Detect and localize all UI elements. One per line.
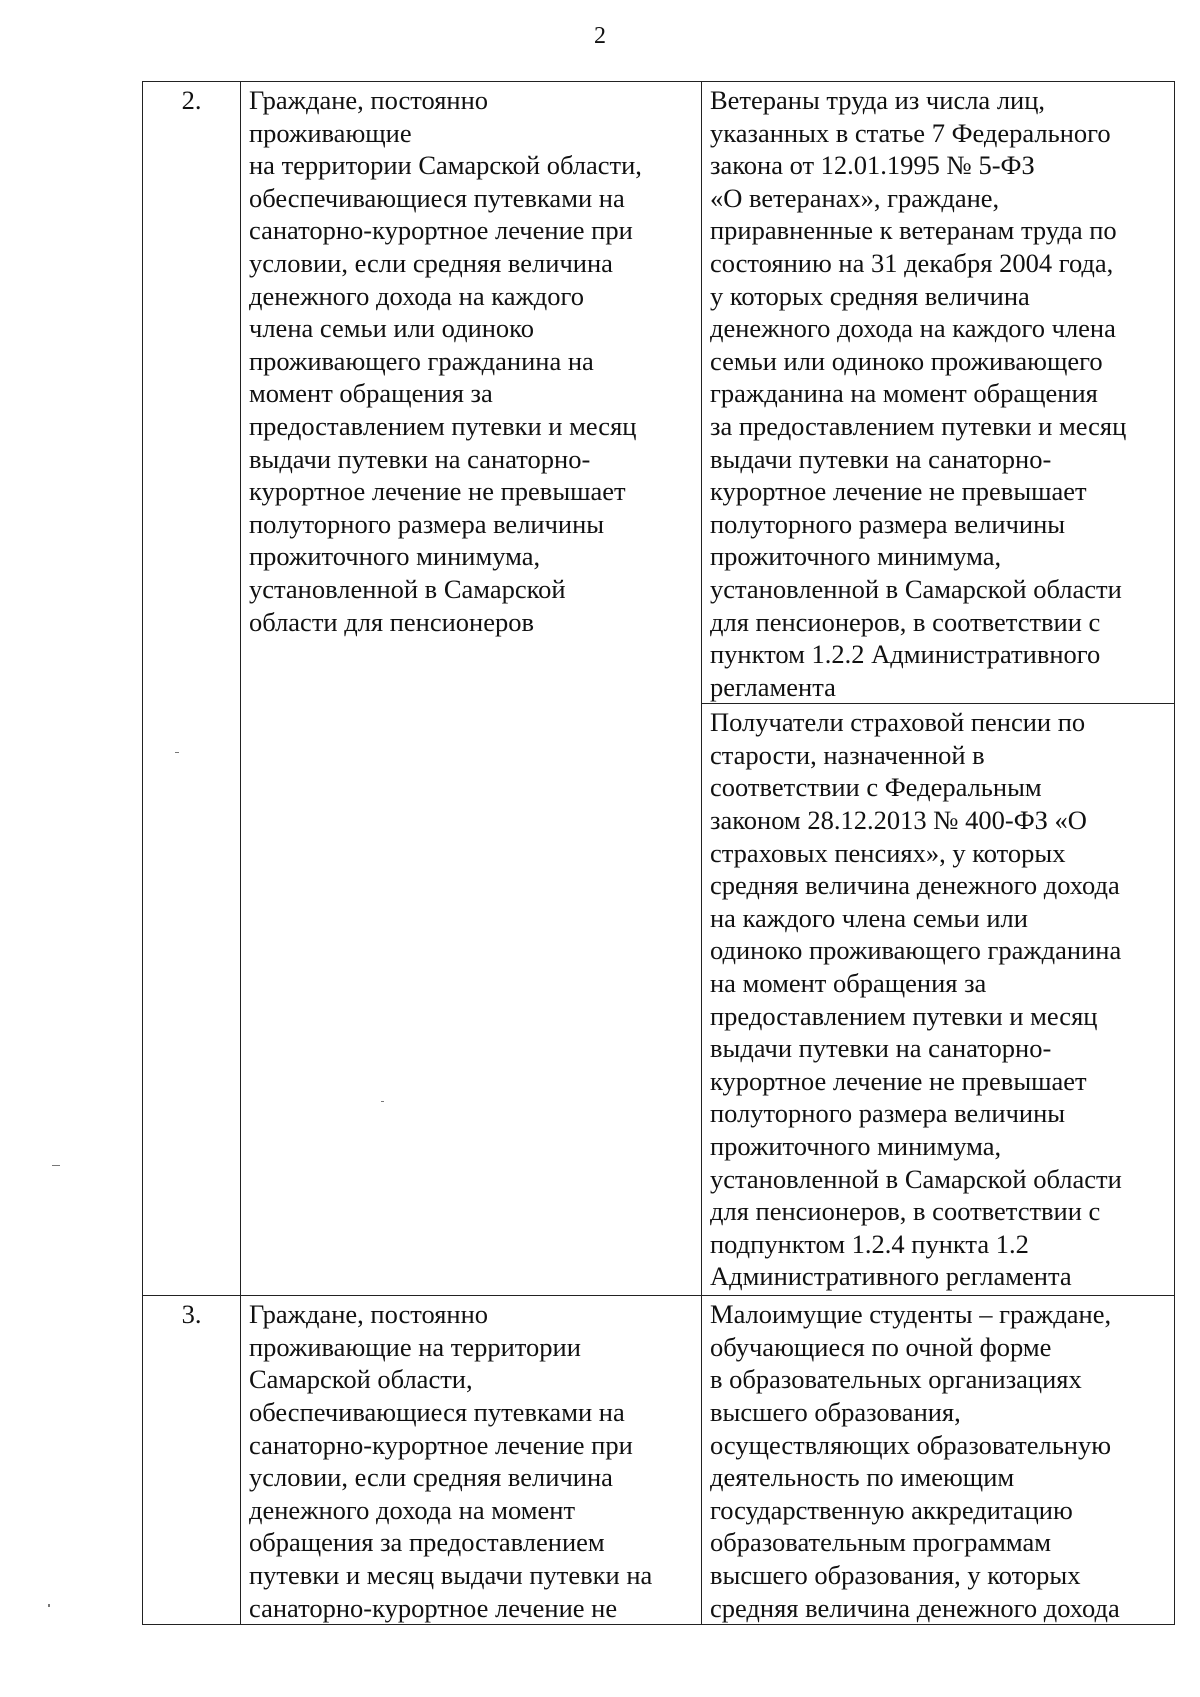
category-text [710,706,1166,1293]
text-line: денежного дохода на каждого [249,280,584,311]
row-number: 3. [181,1299,202,1330]
text-line: на каждого члена семьи или [710,902,1028,933]
text-line: Получатели страховой пенсии по [710,707,1086,738]
text-line: проживающие на территории [249,1331,581,1362]
text-line: Малоимущие студенты – граждане, [710,1299,1112,1330]
table-row [143,1296,1175,1625]
text-line: санаторно-курортное лечение при [249,215,633,246]
text-line: обеспечивающиеся путевками на [249,1397,625,1428]
text-line: законом 28.12.2013 № 400-ФЗ «О [710,805,1087,836]
scan-speck [175,752,179,753]
text-line: Административного регламента [710,1261,1072,1292]
text-line: полуторного размера величины [710,508,1066,539]
text-line: санаторно-курортное лечение при [249,1429,633,1460]
text-line: образовательным программам [710,1527,1052,1558]
text-line: осуществляющих образовательную [710,1429,1112,1460]
text-line: «О ветеранах», граждане, [710,182,1000,213]
text-line: указанных в статье 7 Федерального [710,117,1111,148]
scan-speck [381,1101,384,1102]
category-cell [702,82,1175,704]
text-line: высшего образования, у которых [710,1560,1081,1591]
category-text [710,1298,1166,1624]
text-line: прожиточного минимума, [249,541,541,572]
text-line: для пенсионеров, в соответствии с [710,1196,1101,1227]
text-line: страховых пенсиях», у которых [710,837,1066,868]
text-line: на момент обращения за [710,968,987,999]
text-line: обучающиеся по очной форме [710,1331,1052,1362]
text-line: денежного дохода на каждого члена [710,313,1116,344]
text-line: приравненные к ветеранам труда по [710,215,1117,246]
text-line: полуторного размера величины [249,508,605,539]
text-line: проживающие [249,117,412,148]
text-line: курортное лечение не превышает [710,1065,1087,1096]
text-line: старости, назначенной в [710,739,985,770]
text-line: за предоставлением путевки и месяц [710,410,1127,441]
scan-speck [48,1604,50,1607]
text-line: для пенсионеров, в соответствии с [710,606,1101,637]
text-line: путевки и месяц выдачи путевки на [249,1560,653,1591]
text-line: курортное лечение не превышает [249,476,626,507]
text-line: Самарской области, [249,1364,473,1395]
text-line: обеспечивающиеся путевками на [249,182,625,213]
text-line: предоставлением путевки и месяц [249,410,637,441]
text-line: условии, если средняя величина [249,247,613,278]
text-line: прожиточного минимума, [710,541,1002,572]
row-number-cell [143,82,241,1296]
scan-speck [52,1165,60,1166]
text-line: предоставлением путевки и месяц [710,1000,1098,1031]
text-line: Ветераны труда из числа лиц, [710,85,1046,115]
text-line: Граждане, постоянно [249,1299,489,1330]
text-line: санаторно-курортное лечение не [249,1592,618,1623]
text-line: установленной в Самарской области [710,1163,1122,1194]
text-line: обращения за предоставлением [249,1527,605,1558]
text-line: Граждане, постоянно [249,85,489,115]
benefit-categories-table [142,81,1175,1625]
recipient-description [249,1298,693,1624]
text-line: выдачи путевки на санаторно- [249,443,591,474]
text-line: на территории Самарской области, [249,150,642,181]
text-line: пунктом 1.2.2 Административного [710,639,1101,670]
text-line: проживающего гражданина на [249,345,594,376]
text-line: состоянию на 31 декабря 2004 года, [710,247,1114,278]
text-line: полуторного размера величины [710,1098,1066,1129]
recipient-description-cell [241,1296,702,1625]
text-line: подпунктом 1.2.4 пункта 1.2 [710,1228,1029,1259]
category-text [710,84,1166,703]
text-line: области для пенсионеров [249,606,535,637]
text-line: семьи или одиноко проживающего [710,345,1103,376]
table-row [143,82,1175,704]
text-line: члена семьи или одиноко [249,313,534,344]
text-line: у которых средняя величина [710,280,1030,311]
row-number: 2. [181,85,202,115]
category-cell [702,704,1175,1296]
text-line: выдачи путевки на санаторно- [710,443,1052,474]
text-line: установленной в Самарской [249,573,566,604]
text-line: гражданина на момент обращения [710,378,1098,409]
recipient-description [249,84,693,638]
text-line: регламента [710,671,836,702]
page-number: 2 [594,23,606,49]
text-line: денежного дохода на момент [249,1494,576,1525]
text-line: выдачи путевки на санаторно- [710,1033,1052,1064]
text-line: условии, если средняя величина [249,1462,613,1493]
text-line: средняя величина денежного дохода [710,1592,1120,1623]
text-line: одиноко проживающего гражданина [710,935,1122,966]
row-number-cell [143,1296,241,1625]
text-line: момент обращения за [249,378,493,409]
text-line: высшего образования, [710,1397,961,1428]
text-line: курортное лечение не превышает [710,476,1087,507]
category-cell [702,1296,1175,1625]
recipient-description-cell [241,82,702,1296]
text-line: в образовательных организациях [710,1364,1082,1395]
text-line: средняя величина денежного дохода [710,870,1120,901]
text-line: установленной в Самарской области [710,573,1122,604]
text-line: деятельность по имеющим [710,1462,1015,1493]
text-line: прожиточного минимума, [710,1131,1002,1161]
text-line: государственную аккредитацию [710,1494,1073,1525]
text-line: закона от 12.01.1995 № 5-ФЗ [710,150,1035,181]
text-line: соответствии с Федеральным [710,772,1042,803]
